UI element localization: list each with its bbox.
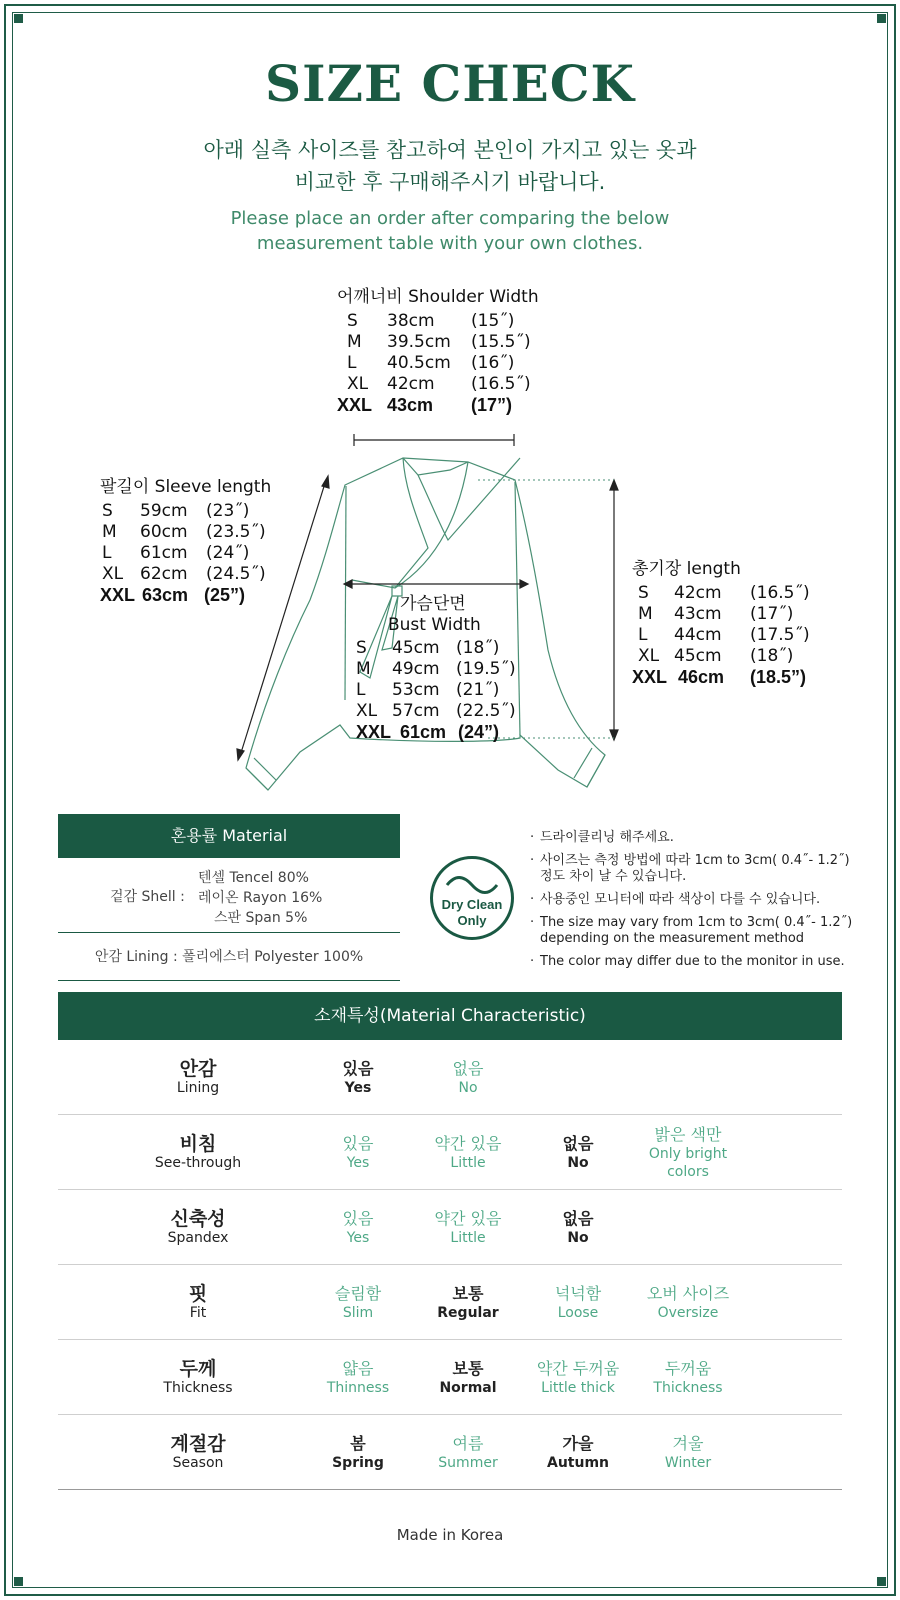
- shoulder-header: 어깨너비 Shoulder Width: [337, 287, 539, 307]
- option-en: Little: [450, 1229, 486, 1246]
- size-label: M: [347, 332, 362, 352]
- size-label: M: [356, 659, 371, 679]
- shoulder-row: [337, 353, 539, 374]
- char-label: [138, 1115, 258, 1190]
- char-label-en: See-through: [154, 1154, 242, 1171]
- length-row: [632, 604, 810, 625]
- inch-value: (18.5”): [750, 667, 807, 687]
- wave-line: [447, 878, 497, 893]
- option-en: Little: [450, 1154, 486, 1171]
- size-label: XXL: [337, 395, 373, 415]
- char-row-season: [58, 1415, 842, 1490]
- option-en: Loose: [557, 1304, 599, 1321]
- option-kr: 얇음: [342, 1358, 374, 1378]
- bust-row: [356, 722, 516, 743]
- char-label-kr: 두께: [179, 1357, 217, 1380]
- option-en: Little thick: [541, 1379, 615, 1396]
- dry-clean-line: Dry Clean: [441, 897, 503, 912]
- char-option: [408, 1415, 528, 1490]
- option-kr: 겨울: [672, 1433, 704, 1453]
- char-option-selected: [518, 1415, 638, 1490]
- size-label: L: [347, 353, 357, 373]
- char-option: [408, 1040, 528, 1115]
- option-en: Slim: [342, 1304, 374, 1321]
- char-label-en: Lining: [176, 1079, 220, 1096]
- char-option: [298, 1190, 418, 1265]
- size-label: S: [347, 311, 358, 331]
- care-notes: [530, 830, 860, 977]
- shoulder-row: [337, 332, 539, 353]
- characteristics-table: [58, 1040, 842, 1490]
- bust-row: [356, 659, 516, 680]
- inch-value: (25”): [204, 585, 246, 605]
- size-label: XXL: [632, 667, 668, 687]
- char-label-kr: 비침: [179, 1132, 217, 1155]
- length-row: [632, 646, 810, 667]
- cm-value: 63cm: [142, 585, 189, 605]
- length-header: 총기장 length: [632, 559, 741, 579]
- option-kr: 없음: [562, 1133, 594, 1153]
- char-option: [628, 1415, 748, 1490]
- note-item: · The size may vary from 1cm to 3cm( 0.4˝- 1.2˝) depending on the measurement method: [530, 915, 860, 947]
- size-label: XXL: [100, 585, 136, 605]
- material-lining: 안감 Lining : 폴리에스터 Polyester 100%: [58, 933, 400, 981]
- length-arrow-top: [610, 480, 618, 490]
- option-kr: 밝은 색만: [654, 1124, 722, 1144]
- option-en: Yes: [346, 1154, 370, 1171]
- inch-value: (23˝): [206, 501, 250, 521]
- size-label: XXL: [356, 722, 392, 742]
- shell-item: 레이온 Rayon 16%: [198, 890, 323, 906]
- char-label-kr: 핏: [188, 1282, 208, 1305]
- shoulder-measure: [337, 282, 539, 416]
- option-kr: 없음: [452, 1058, 484, 1078]
- sleeve-row: [100, 501, 271, 522]
- option-kr: 보통: [452, 1283, 484, 1303]
- size-label: L: [102, 543, 112, 563]
- sleeve-row: [100, 564, 271, 585]
- inch-value: (16.5˝): [471, 374, 531, 394]
- material-header: 혼용률 Material: [58, 814, 400, 858]
- option-kr: 있음: [342, 1133, 374, 1153]
- char-option-selected: [298, 1415, 418, 1490]
- cm-value: 43cm: [387, 395, 434, 415]
- char-label-en: Fit: [189, 1304, 207, 1321]
- inch-value: (16.5˝): [750, 583, 810, 603]
- option-kr: 슬림함: [334, 1283, 382, 1303]
- char-option: [408, 1190, 528, 1265]
- cm-value: 38cm: [387, 311, 435, 331]
- option-kr: 있음: [342, 1058, 374, 1078]
- char-label-kr: 안감: [179, 1057, 217, 1080]
- shell-items: [198, 868, 322, 928]
- char-label-en: Season: [172, 1454, 224, 1471]
- inch-value: (18˝): [750, 646, 794, 666]
- option-kr: 여름: [452, 1433, 484, 1453]
- shoulder-row: [337, 374, 539, 395]
- option-en: Only bright colors: [648, 1145, 728, 1180]
- sleeve-row: [100, 543, 271, 564]
- note-item: · The color may differ due to the monitor in use.: [530, 954, 860, 970]
- option-en: Summer: [438, 1454, 498, 1471]
- char-option: [408, 1115, 528, 1190]
- inch-value: (24.5˝): [206, 564, 266, 584]
- char-option: [628, 1265, 748, 1340]
- cuff-right: [574, 748, 605, 787]
- size-label: M: [638, 604, 653, 624]
- char-label-kr: 신축성: [170, 1207, 226, 1230]
- char-label-kr: 계절감: [170, 1432, 226, 1455]
- size-label: S: [102, 501, 113, 521]
- shell-label: 겉감 Shell :: [110, 889, 185, 905]
- cm-value: 44cm: [674, 625, 722, 645]
- char-option: [518, 1265, 638, 1340]
- inch-value: (24˝): [206, 543, 250, 563]
- sleeve-row: [100, 585, 271, 606]
- option-en: Autumn: [546, 1454, 609, 1471]
- cm-value: 62cm: [140, 564, 188, 584]
- length-row: [632, 667, 810, 688]
- sleeve-arrow-top: [322, 476, 329, 488]
- cm-value: 53cm: [392, 680, 440, 700]
- option-en: Normal: [439, 1379, 497, 1396]
- char-row-lining: [58, 1040, 842, 1115]
- option-kr: 오버 사이즈: [646, 1283, 730, 1303]
- size-label: XL: [638, 646, 660, 666]
- sleeve-measure: [100, 472, 271, 606]
- char-option: [628, 1115, 748, 1190]
- shell-item: 스판 Span 5%: [214, 910, 308, 926]
- option-en: No: [567, 1154, 589, 1171]
- inch-value: (18˝): [456, 638, 500, 658]
- option-kr: 가을: [562, 1433, 594, 1453]
- option-en: Thinness: [326, 1379, 390, 1396]
- char-row-spandex: [58, 1190, 842, 1265]
- intro-korean-line: 아래 실측 사이즈를 참고하여 본인이 가지고 있는 옷과: [203, 138, 697, 162]
- collar-left: [352, 458, 428, 588]
- option-en: Spring: [332, 1454, 384, 1471]
- inch-value: (17˝): [750, 604, 794, 624]
- inch-value: (23.5˝): [206, 522, 266, 542]
- page-title: SIZE CHECK: [265, 54, 635, 113]
- char-option-selected: [408, 1340, 528, 1415]
- option-en: No: [567, 1229, 589, 1246]
- bust-header-kr: 가슴단면: [400, 594, 466, 614]
- option-kr: 두꺼움: [664, 1358, 712, 1378]
- char-option: [298, 1265, 418, 1340]
- note-item: · 드라이클리닝 해주세요.: [530, 830, 860, 846]
- characteristics-header: 소재특성(Material Characteristic): [58, 992, 842, 1040]
- inch-value: (24”): [458, 722, 500, 742]
- made-in-label: Made in Korea: [396, 1526, 504, 1544]
- cm-value: 42cm: [674, 583, 722, 603]
- shoulder-row: [337, 395, 539, 416]
- inch-value: (15˝): [471, 311, 515, 331]
- wave-icon: [433, 859, 511, 899]
- length-row: [632, 583, 810, 604]
- side-seam-left: [345, 486, 346, 700]
- material-shell: [58, 858, 400, 933]
- char-option: [298, 1115, 418, 1190]
- dry-clean-line: Only: [457, 913, 487, 928]
- corner-mark: [14, 1577, 23, 1586]
- length-measure: [632, 554, 810, 688]
- char-option-selected: [518, 1190, 638, 1265]
- intro-english-line: Please place an order after comparing the below: [230, 208, 670, 229]
- material-box: [58, 814, 400, 981]
- cm-value: 43cm: [674, 604, 722, 624]
- size-label: XL: [347, 374, 369, 394]
- char-row-fit: [58, 1265, 842, 1340]
- char-label: [138, 1415, 258, 1490]
- option-kr: 넉넉함: [554, 1283, 602, 1303]
- sleeve-header: 팔길이 Sleeve length: [100, 477, 272, 497]
- cm-value: 59cm: [140, 501, 188, 521]
- char-option: [628, 1340, 748, 1415]
- char-label: [138, 1190, 258, 1265]
- inch-value: (22.5˝): [456, 701, 516, 721]
- size-label: XL: [356, 701, 378, 721]
- option-kr: 약간 있음: [434, 1133, 502, 1153]
- cm-value: 40.5cm: [387, 353, 451, 373]
- collar-inner: [418, 458, 520, 540]
- inch-value: (21˝): [456, 680, 500, 700]
- note-item: · 사이즈는 측정 방법에 따라 1cm to 3cm( 0.4˝- 1.2˝) 정도 차이 날 수 있습니다.: [530, 853, 860, 885]
- bust-row: [356, 638, 516, 659]
- char-label: [138, 1040, 258, 1115]
- cm-value: 61cm: [140, 543, 188, 563]
- dry-clean-text: [433, 897, 511, 929]
- cm-value: 57cm: [392, 701, 440, 721]
- option-kr: 약간 두꺼움: [536, 1358, 620, 1378]
- char-option: [298, 1340, 418, 1415]
- cm-value: 49cm: [392, 659, 440, 679]
- char-label-en: Thickness: [163, 1379, 233, 1396]
- char-option-selected: [518, 1115, 638, 1190]
- char-option-selected: [408, 1265, 528, 1340]
- shell-item: 텐셀 Tencel 80%: [198, 870, 309, 886]
- cm-value: 61cm: [400, 722, 447, 742]
- length-row: [632, 625, 810, 646]
- inch-value: (19.5˝): [456, 659, 516, 679]
- inch-value: (16˝): [471, 353, 515, 373]
- option-en: No: [458, 1079, 478, 1096]
- inch-value: (15.5˝): [471, 332, 531, 352]
- char-label-en: Spandex: [167, 1229, 229, 1246]
- char-row-see-through: [58, 1115, 842, 1190]
- option-en: Yes: [346, 1229, 370, 1246]
- size-label: XL: [102, 564, 124, 584]
- side-seam-right: [515, 482, 520, 735]
- corner-mark: [877, 1577, 886, 1586]
- bust-measure: [356, 594, 516, 743]
- intro-english-line: measurement table with your own clothes.: [256, 233, 644, 254]
- option-en: Oversize: [657, 1304, 719, 1321]
- size-label: L: [638, 625, 648, 645]
- bust-row: [356, 680, 516, 701]
- intro-korean-line: 비교한 후 구매해주시기 바랍니다.: [294, 170, 606, 194]
- char-row-thickness: [58, 1340, 842, 1415]
- cm-value: 46cm: [678, 667, 725, 687]
- dry-clean-icon: [430, 856, 514, 940]
- char-option-selected: [298, 1040, 418, 1115]
- option-kr: 있음: [342, 1208, 374, 1228]
- char-label: [138, 1265, 258, 1340]
- inch-value: (17”): [471, 395, 513, 415]
- size-label: S: [356, 638, 367, 658]
- sleeve-row: [100, 522, 271, 543]
- bust-row: [356, 701, 516, 722]
- cm-value: 45cm: [392, 638, 440, 658]
- option-en: Thickness: [653, 1379, 723, 1396]
- char-label: [138, 1340, 258, 1415]
- bust-arrow-right: [520, 580, 528, 588]
- size-label: S: [638, 583, 649, 603]
- inch-value: (17.5˝): [750, 625, 810, 645]
- cm-value: 45cm: [674, 646, 722, 666]
- option-en: Regular: [437, 1304, 499, 1321]
- option-kr: 봄: [350, 1433, 366, 1453]
- cm-value: 42cm: [387, 374, 435, 394]
- option-en: Winter: [664, 1454, 712, 1471]
- note-item: · 사용중인 모니터에 따라 색상이 다를 수 있습니다.: [530, 892, 860, 908]
- bust-header-en: Bust Width: [388, 615, 481, 635]
- shoulder-row: [337, 311, 539, 332]
- cm-value: 60cm: [140, 522, 188, 542]
- option-kr: 약간 있음: [434, 1208, 502, 1228]
- option-en: Yes: [344, 1079, 372, 1096]
- sleeve-arrow-bottom: [237, 749, 244, 760]
- option-kr: 보통: [452, 1358, 484, 1378]
- size-label: L: [356, 680, 366, 700]
- cm-value: 39.5cm: [387, 332, 451, 352]
- char-option: [518, 1340, 638, 1415]
- option-kr: 없음: [562, 1208, 594, 1228]
- size-label: M: [102, 522, 117, 542]
